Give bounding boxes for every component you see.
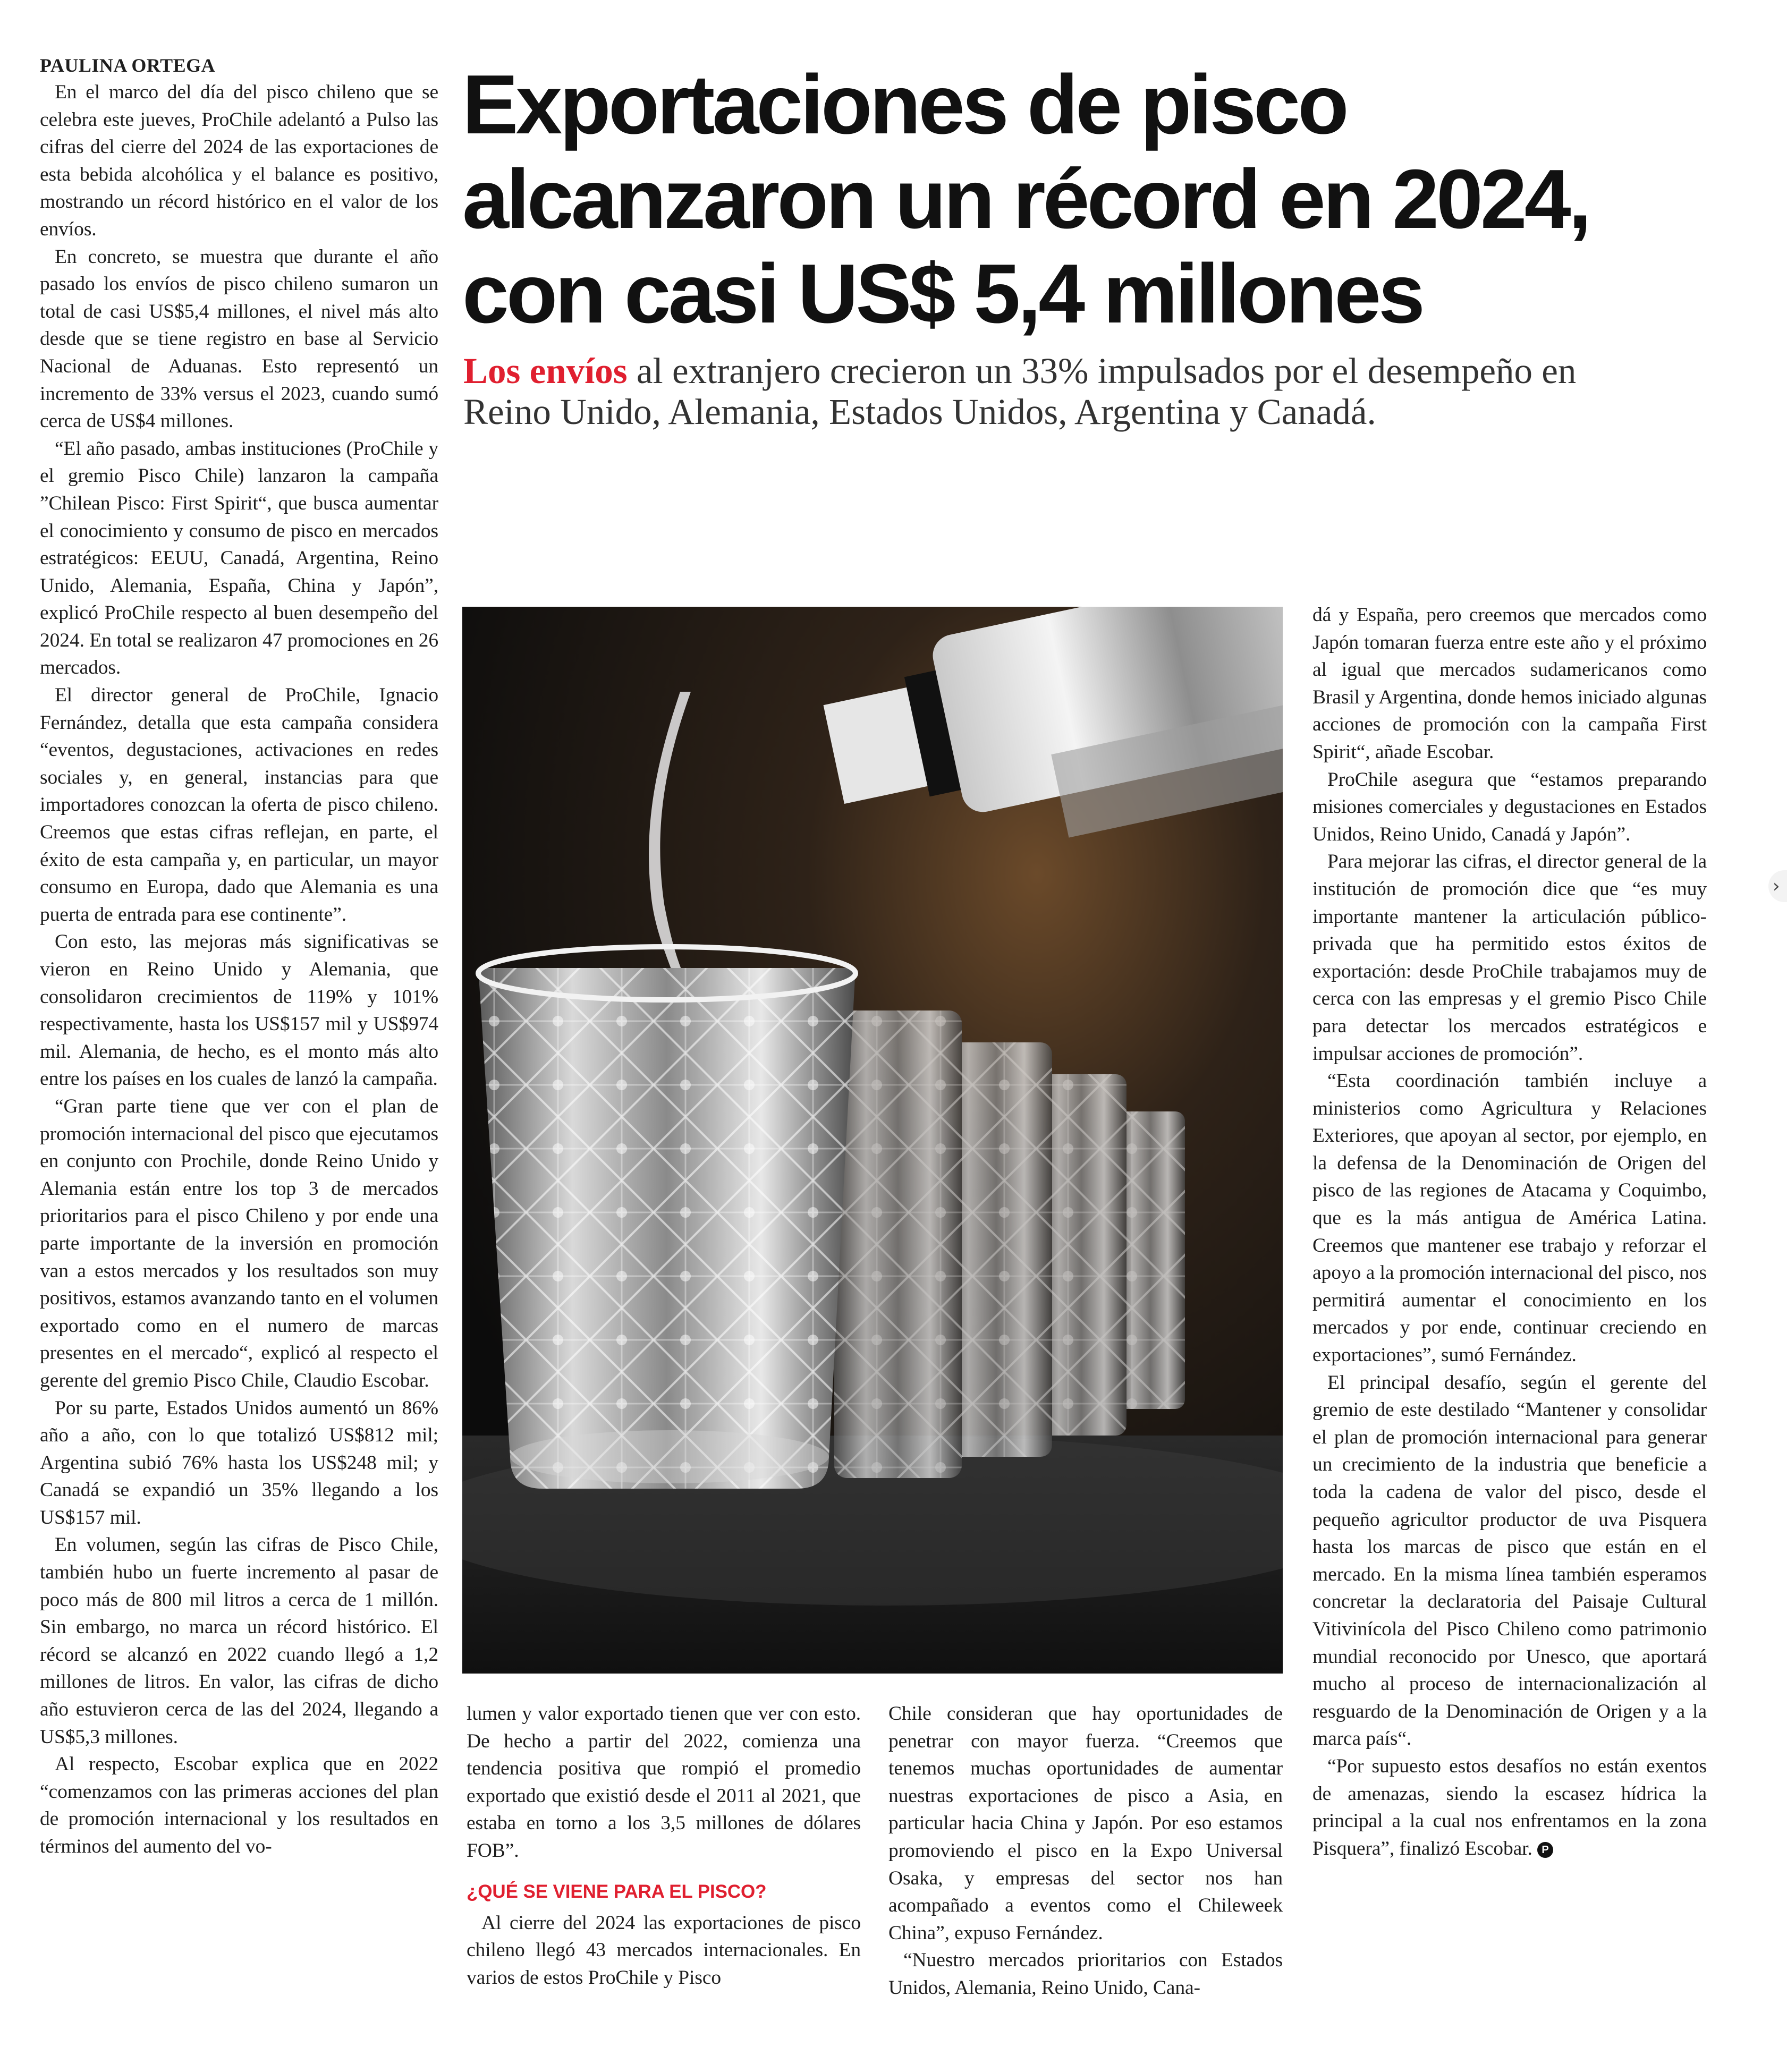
column1-paragraph: Al respecto, Escobar explica que en 2022 “comenzamos con las primeras acciones del plan de promoción internacional y los resultados en términos del aumento del vo- [40,1753,438,1857]
section-subhead: ¿QUÉ SE VIENE PARA EL PISCO? [467,1881,767,1902]
column1-paragraph: Por su parte, Estados Unidos aumentó un 86% año a año, con lo que totalizó US$812 mil; Argentina subió 76% hasta los US$248 mil; y Canadá se expandió un 35% llegando a los US$157 mil. [40,1397,438,1528]
column2-paragraph: Al cierre del 2024 las exportaciones de pisco chileno llegó 43 mercados internacionales. En varios de estos ProChile y Pisco [467,1912,861,1989]
next-page-arrow-icon[interactable]: › [1768,870,1787,902]
column4-paragraph: dá y España, pero creemos que mercados como Japón tomaran fuerza entre este año y el próximo al igual que mercados sudamericanos como Brasil y Argentina, donde hemos iniciado algunas acciones de promoción con la campaña First Spirit“, añade Escobar. [1312,604,1707,763]
deck-text: al extranjero crecieron un 33% impulsados por el desempeño en Reino Unido, Alemania, Estados Unidos, Argentina y Canadá. [463,351,1577,432]
column4-last-paragraph [1312,1753,1707,1862]
deck [463,351,1659,432]
column2-paragraph: lumen y valor exportado tienen que ver con esto. De hecho a partir del 2022, comienza una tendencia positiva que rompió el promedio exportado que existió desde el 2011 al 2021, que estaba en torno a los 3,5 millones de dólares FOB”. [467,1703,861,1862]
column-4 [1312,601,1707,1862]
column1-paragraph: “Gran parte tiene que ver con el plan de promoción internacional del pisco que ejecutamos en conjunto con Prochile, donde Reino Unido y Alemania están entre los top 3 de mercados prioritarios para el pisco Chileno y por ende una parte importante de la inversión en promoción van a estos mercados y los resultados son muy positivos, estamos avanzando tanto en el volumen exportado como en el numero de marcas presentes en el mercado“, explicó al respecto el gerente del gremio Pisco Chile, Claudio Escobar. [40,1095,438,1391]
column3-paragraph: Chile consideran que hay oportunidades de penetrar con mayor fuerza. “Creemos que tenemos muchas oportunidades de aumentar nuestras exportaciones de pisco a Asia, en particular hacia China y Japón. Por eso estamos promoviendo el pisco en la Expo Universal Osaka, y empresas del sector nos han acompañado a eventos como el Chileweek China”, expuso Fernández. [888,1703,1283,1944]
pisco-pouring-photo [462,607,1283,1674]
column1-paragraph: “El año pasado, ambas instituciones (ProChile y el gremio Pisco Chile) lanzaron la campaña ”Chilean Pisco: First Spirit“, que busca aumentar el conocimiento y consumo de pisco en mercados estratégicos: EEUU, Canadá, Argentina, Reino Unido, Alemania, España, China y Japón”, explicó ProChile respecto al buen desempeño del 2024. En total se realizaron 47 promociones en 26 mercados. [40,437,438,679]
column1-paragraph: Con esto, las mejoras más significativas se vieron en Reino Unido y Alemania, que consolidaron crecimientos de 119% y 101% respectivamente, hasta los US$157 mil y US$974 mil. Alemania, de hecho, es el monto más alto entre los países en los cuales de lanzó la campaña. [40,931,438,1090]
deck-lead: Los envíos [463,351,628,391]
column-3 [888,1700,1283,2002]
byline: PAULINA ORTEGA [40,55,216,76]
column1-paragraph: El director general de ProChile, Ignacio Fernández, detalla que esta campaña considera “eventos, degustaciones, activaciones en redes sociales y, en general, instancias para que importadores conozcan la oferta de pisco chileno. Creemos que estas cifras reflejan, en parte, el éxito de esta campaña y, en particular, un mayor consumo en Europa, dado que Alemania es una puerta de entrada para ese continente”. [40,684,438,925]
headline: Exportaciones de pisco alcanzaron un récord en 2024, con casi US$ 5,4 millones [462,58,1589,341]
column1-paragraph: En volumen, según las cifras de Pisco Chile, también hubo un fuerte incremento al pasar de poco más de 800 mil litros a cerca de 1 millón. Sin embargo, no marca un récord histórico. El récord se alcanzó en 2022 cuando llegó a 1,2 millones de litros. En valor, las cifras de dicho año estuvieron cerca de las del 2024, llegando a US$5,3 millones. [40,1534,438,1748]
column4-paragraph: ProChile asegura que “estamos preparando misiones comerciales y degustaciones en Estados Unidos, Reino Unido, Canadá y Japón”. [1312,768,1707,845]
column4-paragraph: Para mejorar las cifras, el director general de la institución de promoción dice que “es muy importante mantener la articulación público-privada que ha permitido estos éxitos de exportación: desde ProChile trabajamos muy de cerca con las empresas y el gremio Pisco Chile para detectar los mercados estratégicos e impulsar acciones de promoción”. [1312,851,1707,1065]
pisco-glasses-illustration [462,607,1283,1674]
column1-paragraph: En concreto, se muestra que durante el año pasado los envíos de pisco chileno sumaron un total de casi US$5,4 millones, el nivel más alto desde que se tiene registro en base al Servicio Nacional de Aduanas. Esto representó un incremento de 33% versus el 2023, cuando sumó cerca de US$4 millones. [40,245,438,432]
column4-last-text: “Por supuesto estos desafíos no están exentos de amenazas, siendo la escasez hídrica la principal a la cual nos enfrentamos en la zona Pisquera”, finalizó Escobar. [1312,1755,1707,1859]
column4-paragraph: “Esta coordinación también incluye a ministerios como Agricultura y Relaciones Exteriores, que apoyan al sector, por ejemplo, en la defensa de la Denominación de Origen del pisco de las regiones de Atacama y Coquimbo, que es la más antigua de América Latina. Creemos que mantener ese trabajo y reforzar el apoyo a la promoción internacional del pisco, nos permitirá aumentar el conocimiento en los mercados y por ende, continuar creciendo en exportaciones”, sumó Fernández. [1312,1070,1707,1366]
column1-paragraph: En el marco del día del pisco chileno que se celebra este jueves, ProChile adelantó a Pulso las cifras del cierre del 2024 de las exportaciones de esta bebida alcohólica y el balance es positivo, mostrando un récord histórico en el valor de los envíos. [40,81,438,240]
column-1 [40,79,438,1861]
column3-paragraph: “Nuestro mercados prioritarios con Estados Unidos, Alemania, Reino Unido, Cana- [888,1949,1283,1999]
column-2 [467,1700,861,1991]
column4-paragraph: El principal desafío, según el gerente del gremio de este destilado “Mantener y consolidar el plan de promoción internacional para generar un crecimiento de la industria que beneficie a toda la cadena de valor del pisco, desde el pequeño agricultor productor de uva Pisquera hasta los marcas de pisco que están en el mercado. En la misma línea también esperamos concretar la declaratoria del Paisaje Cultural Vitivinícola del Pisco Chileno como patrimonio mundial reconocido por Unesco, que aportará mucho al proceso de internacionalización al resguardo de la Denominación de Origen y a la marca país“. [1312,1371,1707,1750]
end-mark-icon: P [1537,1842,1553,1858]
